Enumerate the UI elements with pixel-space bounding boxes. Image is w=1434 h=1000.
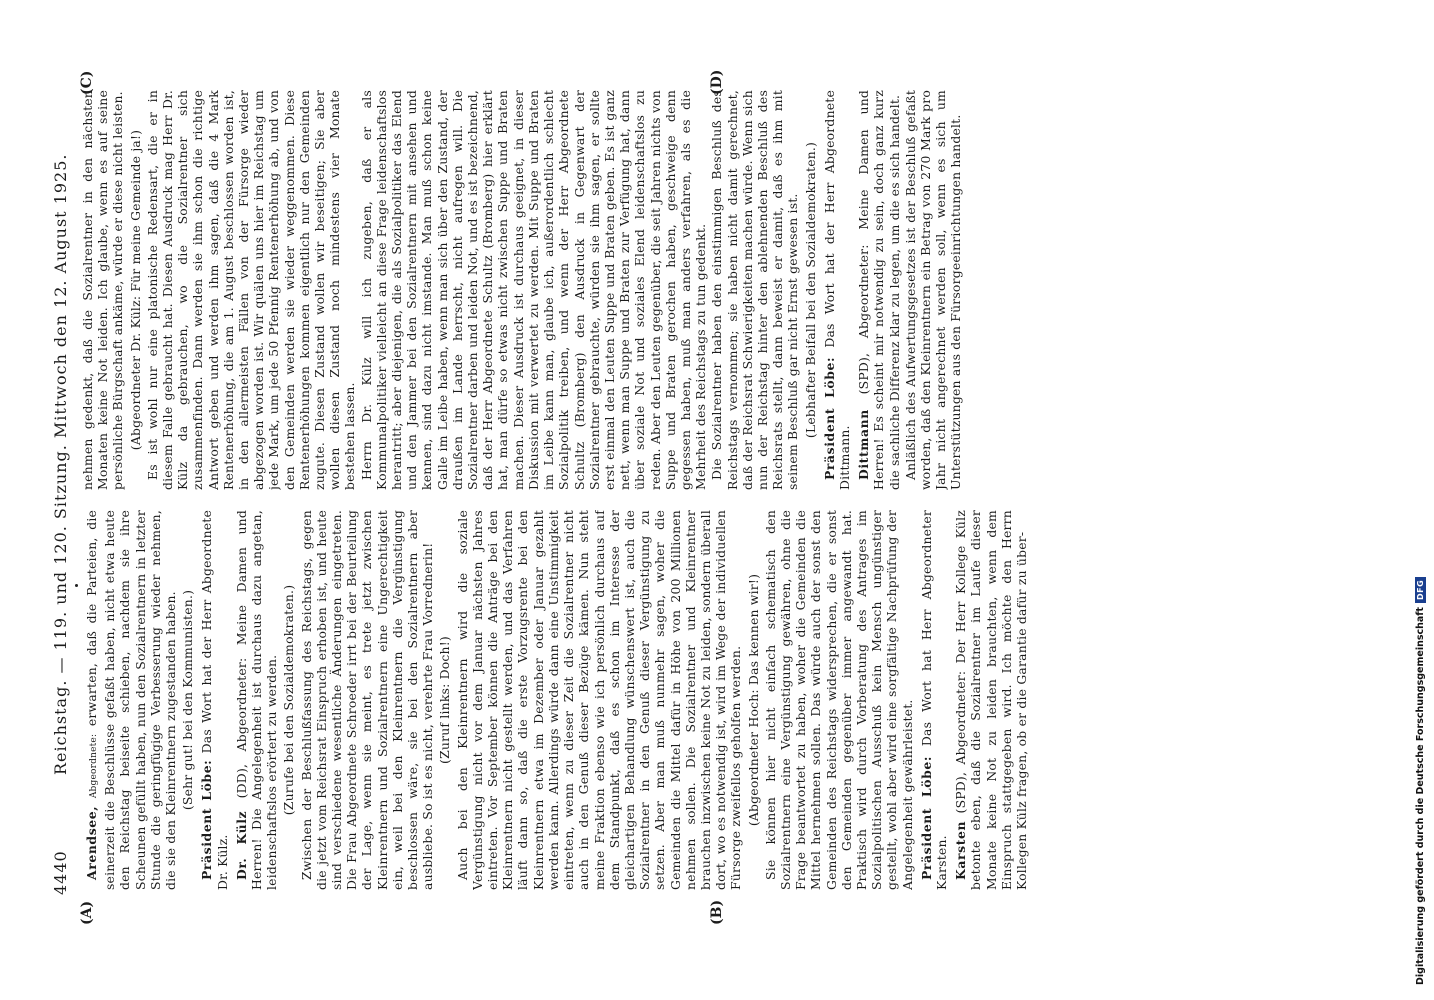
credit-text: Digitalisierung gefördert durch die Deutsche Forschungsgemeinschaft [1415, 607, 1426, 985]
interjection [746, 510, 761, 890]
paragraph-text: (SPD), Abgeordneter: Meine Damen und Herren! Es scheint mir notwendig zu sein, doch ganz kurz die sachliche Differenz klar zu legen, um die es sich handelt. [856, 90, 902, 490]
paragraph [359, 90, 709, 490]
margin-marker-c: (C) [79, 70, 95, 95]
digitization-credit [1415, 577, 1426, 985]
speech-paragraph [856, 90, 902, 490]
page-header [50, 115, 72, 895]
page-number: 4440 [51, 850, 70, 895]
paragraph [763, 510, 915, 890]
left-column [80, 510, 1370, 890]
paragraph-text: Das Wort hat der Herr Abgeordnete Dr. Külz. [199, 510, 230, 890]
paragraph-text: Sie können hier nicht einfach schematisch den Sozialrentnern eine Vergünstigung gewähren, ohne die Frage beantwortet zu haben, woher die Gemeinden die Mittel hernehmen sollen. Das würde auch der sonst den Gemeinden des Reichstags widersprechen, die er sonst den Gemeinden gegenüber immer angewandt hat. Praktisch wird durch Vorberatung des Antrages im Sozialpolitischen Ausschuß kein Mensch ungünstiger gestellt, wohl aber wird eine sorgfältige Nachprüfung der Angelegenheit gewährleistet. [762, 510, 915, 890]
paragraph [903, 90, 964, 490]
margin-marker-d: (D) [709, 69, 725, 95]
speaker-name: Präsident Löbe: [821, 356, 837, 480]
speech-paragraph [919, 510, 949, 890]
interjection-text: (Zurufe bei den Sozialdemokraten.) [281, 584, 297, 816]
speaker-name: Präsident Löbe: [918, 755, 934, 880]
paragraph [145, 90, 358, 490]
interjection-text: (Zuruf links: Doch!) [437, 636, 453, 764]
interjection [180, 510, 195, 890]
speech-paragraph [234, 510, 280, 890]
speech-paragraph [199, 510, 229, 890]
interjection [281, 510, 296, 890]
speaker-name: Karsten [953, 820, 969, 880]
margin-marker-b: (B) [709, 899, 725, 925]
paragraph [299, 510, 436, 890]
paragraph-text: Das Wort hat Herr Abgeordneter Karsten. [918, 510, 949, 890]
paragraph-text: Anläßlich des Aufwertungsgesetzes ist der Beschluß gefaßt worden, daß den Kleinrentnern ein Betrag von 270 Mark pro Jahr nicht angerechnet werden soll, wenn es sich um Unterstützungen aus den Fürsorgeeinrichtungen handelt. [902, 90, 964, 490]
interjection-text: (Sehr gut! bei den Kommunisten.) [180, 589, 196, 811]
paragraph-text: Herrn Dr. Külz will ich zugeben, daß er als Kommunalpolitiker vielleicht an diese Frage leidenschaftslos herantritt; aber diejenigen, die als Sozialpolitiker das Elend und den Jammer bei den Sozialrentnern mit ansehen und kennen, sind dazu nicht imstande. Man muß schon keine Galle im Leibe haben, wenn man sich über den Zustand, der draußen im Lande herrscht, nicht aufregen will. Die Sozialrentner darben und leiden Not, und es ist bezeichnend, daß der Herr Abgeordnete Schultz (Bromberg) hier erklärt hat, man dürfe so etwas nicht zwischen Suppe und Braten machen. Dieser Ausdruck ist durchaus geeignet, in dieser Diskussion mit verwertet zu werden. Mit Suppe und Braten im Leibe kann man, glaube ich, außerordentlich schlecht Sozialpolitik treiben, und wenn der Herr Abgeordnete Schultz (Bromberg) den Ausdruck in Gegenwart der Sozialrentner gebrauchte, würden sie ihm sagen, er sollte erst einmal den Leuten Suppe und Braten geben. Es ist ganz nett, wenn man Suppe und Braten zur Verfügung hat, dann über soziale Not und soziales Elend leidenschaftslos zu reden. Aber den Leuten gegenüber, die seit Jahren nichts von Suppe und Braten gerochen haben, geschweige denn gegessen haben, muß man anders verfahren, als es die Mehrheit des Reichstags zu tun gedenkt. [358, 90, 709, 490]
rotated-page-content [50, 65, 1380, 965]
interjection-text: (Abgeordneter Dr. Külz: Für meine Gemeinde ja!) [127, 129, 143, 451]
speech-paragraph [84, 510, 178, 890]
speech-paragraph [822, 90, 852, 490]
speaker-note: Abgeordnete: [89, 733, 99, 799]
speaker-name: Arendsee, [84, 805, 99, 880]
paragraph [709, 90, 800, 490]
running-title: Reichstag. — 119. und 120. Sitzung. Mittwoch den 12. August 1925. [51, 153, 70, 775]
paragraph [80, 90, 126, 490]
paragraph-text: Das Wort hat der Herr Abgeordnete Dittmann. [821, 90, 852, 490]
interjection-text: (Abgeordneter Hoch: Das kennen wir!) [745, 573, 761, 827]
paragraph-text: erwarten, daß die Parteien, die seinerzeit die Beschlüsse gefaßt haben, nicht etwa heute den Reichstag beiseite schieben, nachdem sie ihre Scheunen gefüllt haben, nun den Sozialrentnern in letzter Stunde die geringfügige Verbesserung wieder nehmen, die sie den Kleinrentnern zugestanden haben. [84, 510, 179, 890]
speaker-name: Dittmann [856, 409, 872, 480]
paragraph-text: nehmen gedenkt, daß die Sozialrentner in den nächsten Monaten keine Not leiden. Ich glaube, wenn es auf seine persönliche Bürgschaft ankäme, würde er diese nicht leisten. [80, 90, 126, 490]
paragraph-text: Auch bei den Kleinrentnern wird die soziale Vergünstigung nicht vor dem Januar nächsten Jahres eintreten. Vor September können die Anträge bei den Kleinrentnern nicht gestellt werden, und das Verfahren läuft dann so, daß die erste Vorzugsrente bei den Kleinrentnern etwa im Dezember oder Januar gezahlt werden kann. Allerdings würde dann eine Unstimmigkeit eintreten, wenn zu dieser Zeit die Sozialrentner nicht auch in den Genuß dieser Bezüge kämen. Nun steht meine Fraktion ebenso wie ich persönlich durchaus auf dem Standpunkt, daß es schon im Interesse der gleichartigen Behandlung wünschenswert ist, auch die Sozialrentner in den Genuß dieser Vergünstigung zu setzen. Aber man muß nunmehr sagen, woher die Gemeinden die Mittel dafür in Höhe von 200 Millionen nehmen sollen. Die Sozialrentner und Kleinrentner brauchen inzwischen keine Not zu leiden, sondern überall dort, wo es notwendig ist, wird im Wege der individuellen Fürsorge zweifellos geholfen werden. [454, 510, 744, 890]
interjection-text: (Lebhafter Beifall bei den Sozialdemokraten.) [802, 141, 818, 439]
margin-marker-a: (A) [79, 900, 95, 925]
interjection [803, 90, 818, 490]
scan-speck [75, 584, 78, 587]
speaker-name: Dr. Külz [233, 810, 249, 880]
paragraph-text: (DD), Abgeordneter: Meine Damen und Herren! Die Angelegenheit ist durchaus dazu angetan, leidenschaftslos erörtert zu werden. [233, 510, 280, 890]
interjection [128, 90, 143, 490]
right-column [80, 90, 1370, 490]
interjection [437, 510, 452, 890]
speaker-name: Präsident Löbe: [199, 759, 215, 880]
paragraph-text: (SPD), Abgeordneter: Der Herr Kollege Külz betonte eben, daß die Sozialrentner im Laufe dieser Monate keine Not zu leiden brauchten, wenn dem Einspruch stattgegeben wird. Ich möchte den Herrn Kollegen Külz fragen, ob er die Garantie dafür zu über- [953, 510, 1029, 890]
dfg-logo: DFG [1415, 577, 1426, 603]
paragraph-text: Zwischen der Beschlußfassung des Reichstags, gegen die jetzt vom Reichsrat Einspruch erhoben ist, und heute sind verschiedene wesentliche Änderungen eingetreten. Die Frau Abgeordnete Schroeder irrt bei der Beurteilung der Lage, wenn sie meint, es trete jetzt zwischen Kleinrentnern und Sozialrentnern eine Ungerechtigkeit ein, weil bei den Kleinrentnern die Vergünstigung beschlossen wäre, sie bei den Sozialrentnern aber ausbliebe. So ist es nicht, verehrte Frau Vorrednerin! [298, 510, 436, 890]
speech-paragraph [953, 510, 1029, 890]
paragraph-text: Die Sozialrentner haben den einstimmigen Beschluß des Reichstags vernommen; sie haben nicht damit gerechnet, daß der Reichsrat Schwierigkeiten machen würde. Wenn sich nun der Reichstag hinter den ablehnenden Beschluß des Reichsrats stellt, dann beweist er damit, daß es ihm mit seinem Beschluß gar nicht Ernst gewesen ist. [709, 90, 801, 490]
paragraph-text: Es ist wohl nur eine platonische Redensart, die er in diesem Falle gebraucht hat. Diesen Ausdruck mag Herr Dr. Külz da gebrauchen, wo die Sozialrentner sich zusammenfinden. Dann werden sie ihm schon die richtige Antwort geben und werden ihm sagen, daß die 4 Mark Rentenerhöhung, die am 1. August beschlossen worden ist, in den allermeisten Fällen von der Fürsorge wieder abgezogen worden ist. Wir quälen uns hier im Reichstag um jede Mark, um jede 50 Pfennig Rentenerhöhung ab, und von den Gemeinden werden sie wieder weggenommen. Diese Rentenerhöhungen kommen eigentlich nur den Gemeinden zugute. Diesen Zustand wollen wir beseitigen; Sie aber wollen diesen Zustand noch mindestens vier Monate bestehen lassen. [144, 90, 358, 490]
paragraph [455, 510, 744, 890]
